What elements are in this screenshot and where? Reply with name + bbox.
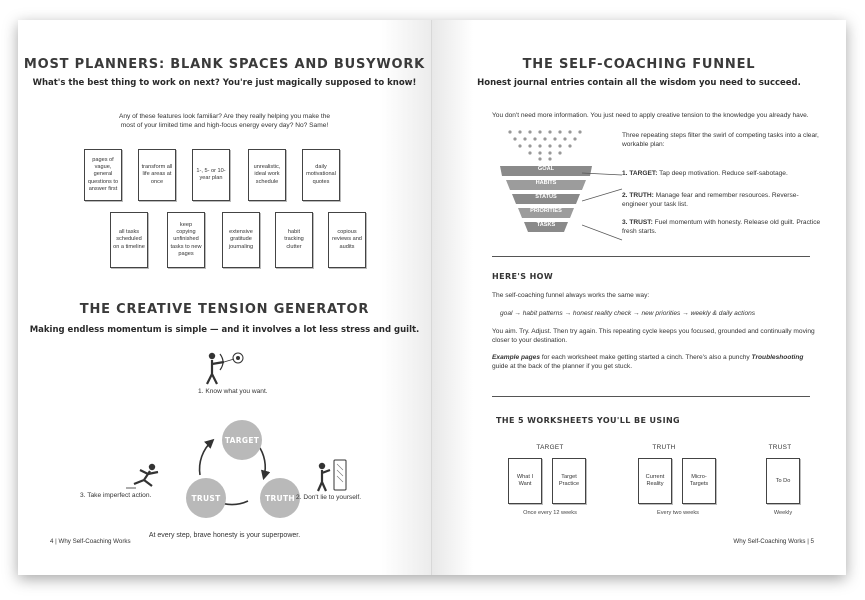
funnel-steps-intro: Three repeating steps filter the swirl of competing tasks into a clear, workable plan: [622, 132, 819, 148]
funnel-layer-habits: HABITS [535, 180, 557, 186]
generator-title: THE CREATIVE TENSION GENERATOR [79, 302, 370, 317]
feature-card: daily motivational quotes [302, 149, 340, 201]
aim-text: You aim. Try. Adjust. Then try again. This repeating cycle keeps you focused, grounded and continually moving closer to your destination. [492, 328, 815, 344]
jumping-person-icon [126, 462, 166, 492]
feature-card: keep copying unfinished tasks to new pages [167, 212, 205, 268]
features-intro-line1: Any of these features look familiar? Are they really helping you make the [118, 113, 331, 120]
funnel-step2-text: Manage fear and remember resources. Reverse-engineer your task list. [622, 192, 799, 208]
feature-card: pages of vague, general questions to answer first [84, 149, 122, 201]
book-spread [18, 20, 846, 575]
archer-icon [204, 350, 246, 386]
worksheet-what-i-want: What I Want [508, 458, 542, 504]
funnel-step1 [622, 170, 822, 179]
howto-heading: HERE'S HOW [492, 272, 554, 281]
howto-line: The self-coaching funnel always works the same way: [492, 292, 650, 299]
funnel-step1-label: 1. TARGET: [622, 170, 658, 177]
divider [492, 256, 810, 257]
example-pages-text [492, 354, 817, 372]
right-page [432, 20, 846, 575]
left-footer: 4 | Why Self-Coaching Works [50, 538, 131, 545]
truth-circle: TRUTH [260, 478, 300, 518]
example-pages-body2: guide at the back of the planner if you get stuck. [492, 362, 633, 370]
troubleshooting-bold: Troubleshooting [751, 354, 804, 361]
feature-card: extensive gratitude journaling [222, 212, 260, 268]
bottom-line: At every step, brave honesty is your superpower. [148, 532, 301, 539]
funnel-connectors [582, 170, 624, 248]
generator-subtitle: Making endless momentum is simple — and it involves a lot less stress and guilt. [29, 325, 420, 335]
funnel-step3-text: Fuel momentum with honesty. Release old guilt. Practice fresh starts. [622, 219, 821, 235]
target-circle: TARGET [222, 420, 262, 460]
feature-card: unrealistic, ideal work schedule [248, 149, 286, 201]
worksheet-target-practice: Target Practice [552, 458, 586, 504]
feature-card: 1-, 5- or 10-year plan [192, 149, 230, 201]
right-page-title: THE SELF-COACHING FUNNEL [522, 57, 756, 72]
step1-label: 1. Know what you want. [198, 388, 268, 395]
group-truth-label: TRUTH [652, 444, 676, 451]
freq-trust: Weekly [773, 510, 793, 516]
funnel-intro-text: You don't need more information. You just need to apply creative tension to the knowledge you already have. [492, 112, 809, 119]
worksheet-current-reality: Current Reality [638, 458, 672, 504]
left-page-title: MOST PLANNERS: BLANK SPACES AND BUSYWORK [23, 57, 426, 72]
features-intro-line2: most of your limited time and high-focus energy every day? No? Same! [120, 121, 329, 129]
funnel-step2-label: 2. TRUTH: [622, 192, 654, 199]
feature-card: copious reviews and audits [328, 212, 366, 268]
example-pages-bold: Example pages [492, 354, 541, 361]
funnel-layer-priorities: PRIORITIES [530, 208, 562, 214]
left-page [18, 20, 432, 575]
funnel-flow: goal → habit patterns → honest reality check → new priorities → weekly & daily actions [500, 310, 756, 317]
worksheet-micro-targets: Micro-Targets [682, 458, 716, 504]
divider [492, 396, 810, 397]
funnel-layer-status: STATUS [535, 194, 557, 200]
group-trust-label: TRUST [768, 444, 792, 451]
step3-label: 3. Take imperfect action. [80, 492, 152, 499]
funnel-layer-goal: GOAL [537, 166, 555, 172]
funnel-step3 [622, 219, 822, 237]
funnel-step1-text: Tap deep motivation. Reduce self-sabotage. [659, 170, 788, 177]
worksheets-heading: THE 5 WORKSHEETS YOU'LL BE USING [496, 416, 681, 425]
funnel-layer-tasks: TASKS [536, 222, 556, 228]
trust-circle: TRUST [186, 478, 226, 518]
freq-truth: Every two weeks [657, 510, 699, 516]
feature-card: habit tracking clutter [275, 212, 313, 268]
features-intro [18, 113, 431, 131]
example-pages-body: for each worksheet make getting started a cinch. There's also a punchy [540, 354, 752, 361]
feature-card: all tasks scheduled on a timeline [110, 212, 148, 268]
person-mirror-icon [314, 458, 354, 492]
right-page-subtitle: Honest journal entries contain all the wisdom you need to succeed. [477, 78, 801, 88]
freq-target: Once every 12 weeks [523, 510, 577, 516]
step2-label: 2. Don't lie to yourself. [296, 494, 362, 501]
feature-card: transform all life areas at once [138, 149, 176, 201]
left-page-subtitle: What's the best thing to work on next? You're just magically supposed to know! [32, 78, 417, 88]
funnel-step2 [622, 192, 822, 210]
group-target-label: TARGET [536, 444, 564, 451]
worksheet-to-do: To Do [766, 458, 800, 504]
right-footer: Why Self-Coaching Works | 5 [733, 538, 814, 545]
funnel-step3-label: 3. TRUST: [622, 219, 653, 226]
